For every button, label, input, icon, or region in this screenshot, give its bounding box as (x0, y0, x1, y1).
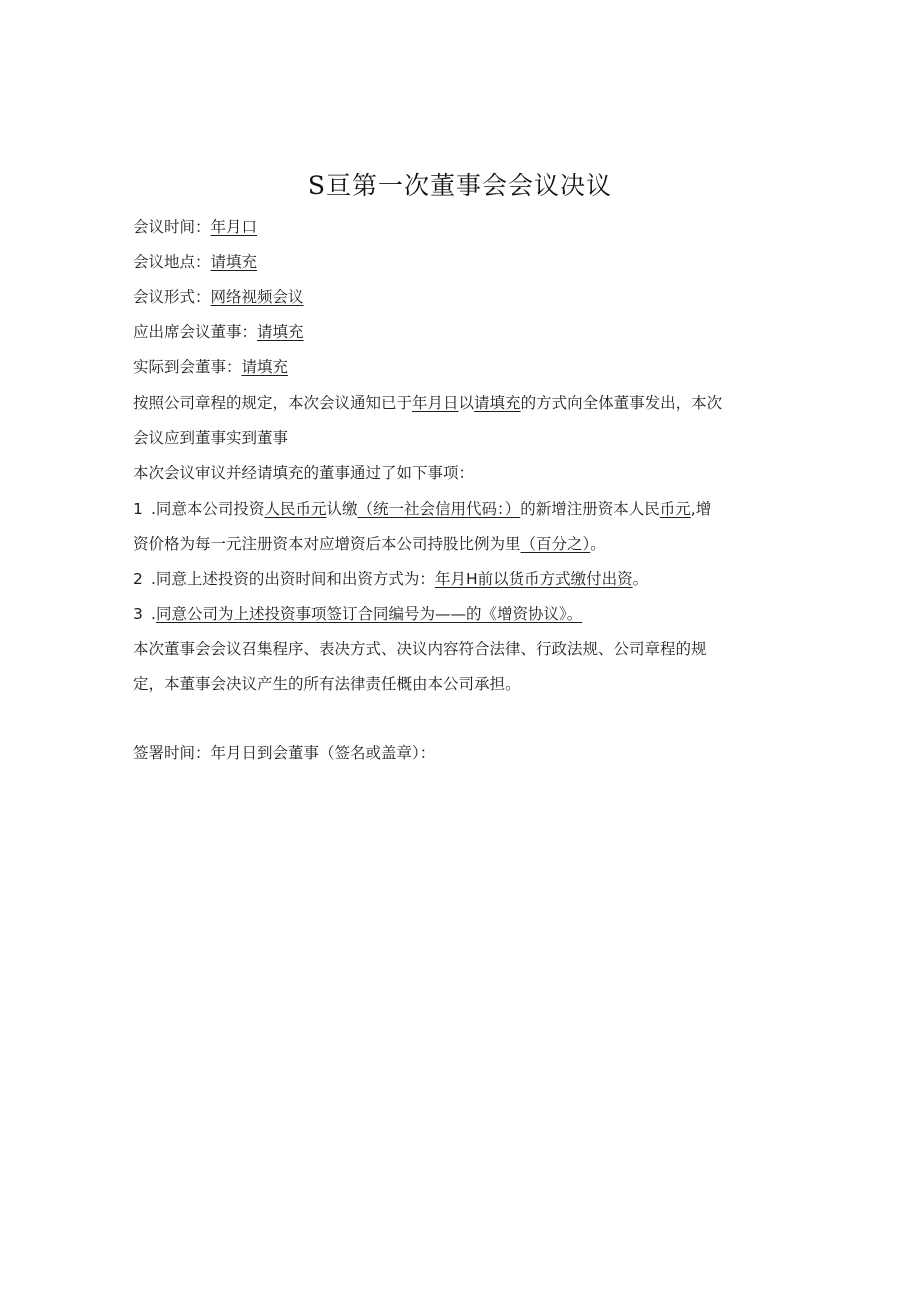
item-amount: 人民币元 (264, 500, 327, 518)
meeting-time-value: 年月口 (210, 218, 258, 236)
item-number: 3 (133, 605, 143, 623)
meeting-form-label: 会议形式： (133, 288, 211, 306)
directors-present-value: 请填充 (241, 358, 289, 376)
meeting-time-label: 会议时间： (133, 218, 211, 236)
item-agreement: 同意公司为上述投资事项签订合同编号为——的《增资协议》。 (155, 605, 583, 623)
resolution-item-1-cont (133, 533, 606, 555)
item-payment-terms: 年月H前以货币方式缴付出资 (434, 570, 633, 588)
meeting-form-value: 网络视频会议 (210, 288, 304, 306)
resolution-intro: 本次会议审议并经请填充的董事通过了如下事项： (133, 464, 475, 482)
directors-due-value: 请填充 (257, 323, 304, 341)
closing-line-1: 本次董事会会议召集程序、表决方式、决议内容符合法律、行政法规、公司章程的规 (133, 640, 707, 658)
item-text: 资价格为每一元注册资本对应增资后本公司持股比例为里 (133, 535, 521, 553)
directors-due-label: 应出席会议董事： (133, 323, 258, 341)
meeting-form-line (133, 286, 304, 308)
notice-text: 按照公司章程的规定，本次会议通知已于 (133, 394, 413, 412)
meeting-time-line (133, 216, 257, 238)
resolution-item-1 (133, 498, 711, 520)
item-text: . (151, 605, 156, 623)
document-title: S亘第一次董事会会议决议 (307, 171, 613, 200)
meeting-place-line (133, 251, 257, 273)
item-text: .同意上述投资的出资时间和出资方式为： (151, 570, 435, 588)
notice-method: 请填充 (474, 394, 521, 412)
item-number: 1 (133, 500, 143, 518)
directors-present-label: 实际到会董事： (133, 358, 242, 376)
item-percent: （百分之） (520, 535, 591, 553)
item-text: 。 (632, 570, 649, 588)
item-number: 2 (133, 570, 143, 588)
item-text: 认缴 (326, 500, 358, 518)
notice-text: 以 (458, 394, 475, 412)
closing-line-2: 定，本董事会决议产生的所有法律责任概由本公司承担。 (133, 675, 521, 693)
item-credit-code: （统一社会信用代码：） (357, 500, 521, 518)
item-text: 。 (590, 535, 606, 553)
notice-date: 年月日 (412, 394, 459, 412)
item-capital: 币元 (659, 500, 691, 518)
notice-line-1 (133, 392, 722, 414)
item-text: ,增 (690, 500, 712, 518)
meeting-place-label: 会议地点： (133, 253, 211, 271)
resolution-item-2 (133, 568, 648, 590)
signature-line: 签署时间：年月日到会董事（签名或盖章）： (133, 744, 436, 762)
directors-due-line (133, 321, 304, 343)
directors-present-line (133, 356, 288, 378)
item-text: .同意本公司投资 (151, 500, 265, 518)
resolution-item-3 (133, 603, 582, 625)
notice-line-2: 会议应到董事实到董事 (133, 429, 289, 447)
notice-text: 的方式向全体董事发出，本次 (520, 394, 723, 412)
meeting-place-value: 请填充 (210, 253, 258, 271)
item-text: 的新增注册资本人民 (520, 500, 660, 518)
